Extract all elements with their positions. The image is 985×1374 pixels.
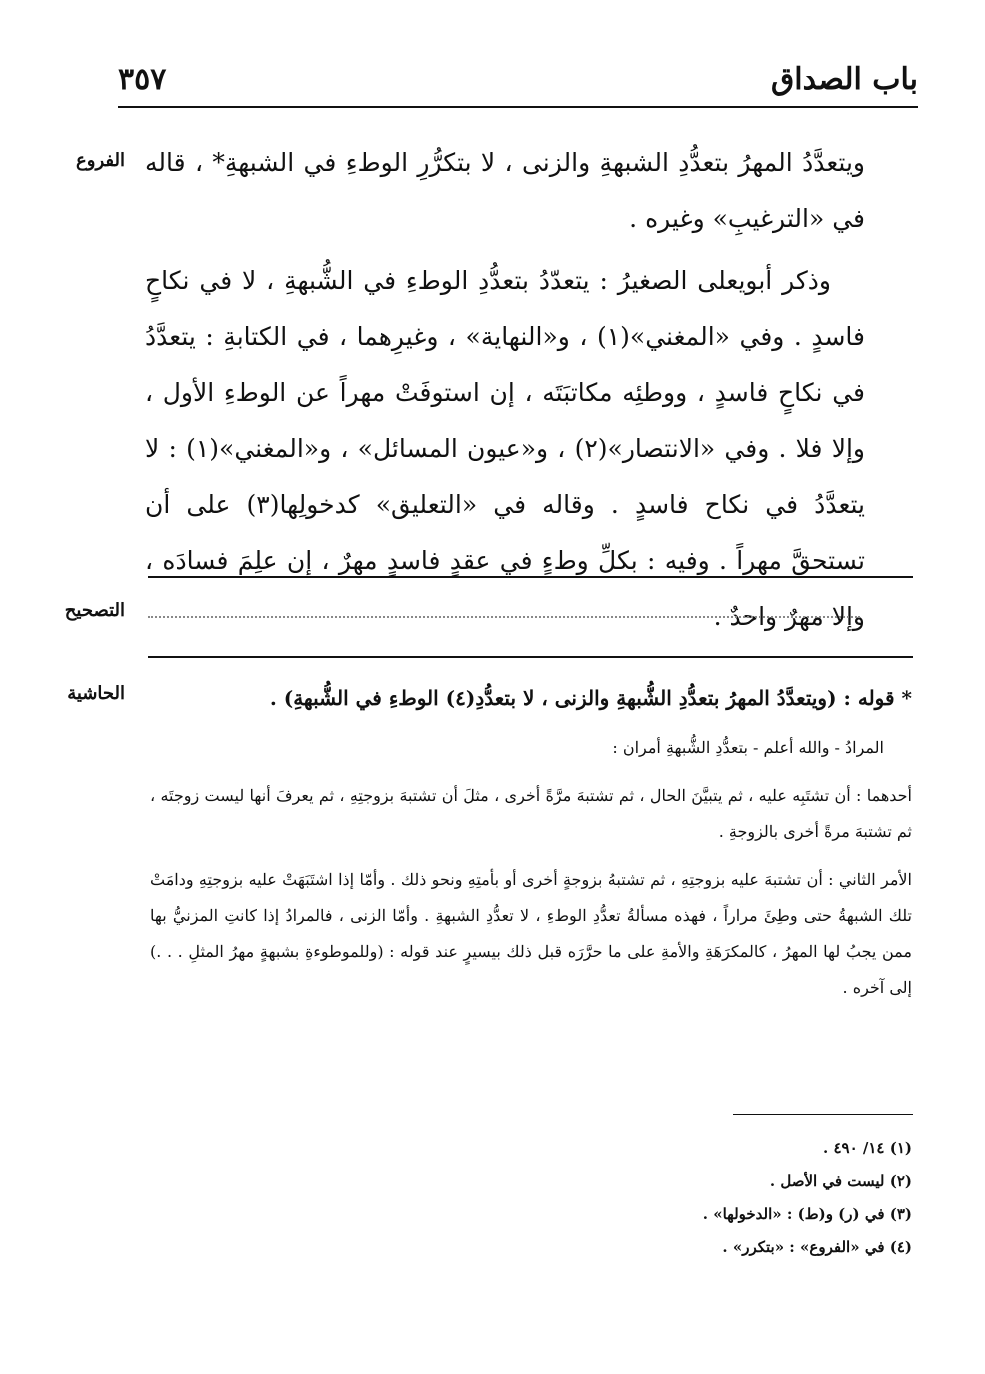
section-divider xyxy=(148,656,913,658)
side-label-furu: الفروع xyxy=(76,150,125,171)
page-header xyxy=(118,60,918,108)
footnotes xyxy=(400,1132,912,1264)
footnote: (٣) في (ر) و(ط) : «الدخولها» . xyxy=(702,1205,912,1223)
section-divider xyxy=(148,576,913,578)
footnote: (١) ١٤/ ٤٩٠ . xyxy=(823,1139,912,1157)
footnote: (٢) ليست في الأصل . xyxy=(769,1172,912,1190)
hashiya-paragraph: أحدهما : أن تشتَبِه عليه ، ثم يتبيَّنَ الحال ، ثم تشتبهَ مرَّةً أخرى ، مثلَ أن تشتبهَ بزوجتِهِ ، ثم يعرفَ أنها ليست زوجتَه ، ثم تشتبهَ مرةً أخرى بالزوجةِ . xyxy=(150,786,912,841)
main-paragraph: وذكر أبويعلى الصغيرُ : يتعدّدُ بتعدُّدِ الوطءِ في الشُّبهةِ ، لا في نكاحٍ فاسدٍ . وفي «المغني»(١) ، و«النهاية» ، وغيرِهما ، في الكتابةِ : يتعدَّدُ في نكاحٍ فاسدٍ ، ووطئِه مكاتبَتَه ، إن استوفَتْ مهراً عن الوطءِ الأول ، وإلا فلا . وفي «الانتصار»(٢) ، و«عيون المسائل» ، و«المغني»(١) : لا يتعدَّدُ في نكاح فاسدٍ . وقاله في «التعليق» كدخولِها(٣) على أن تستحقَّ مهراً . وفيه : بكلِّ وطءٍ في عقدٍ فاسدٍ مهرٌ ، إن علِمَ فسادَه ، وإلا مهرٌ واحدٌ . xyxy=(145,266,866,631)
main-text xyxy=(145,135,865,645)
running-title: باب الصداق xyxy=(770,62,918,97)
hashiya-paragraph: المرادُ - والله أعلم - بتعدُّدِ الشُّبهةِ أمران : xyxy=(612,738,884,757)
side-label-tashih: التصحيح xyxy=(64,600,125,621)
hashiya-paragraph: الأمر الثاني : أن تشتبهَ عليه بزوجتِهِ ، ثم تشتبهُ بزوجةٍ أخرى أو بأمتِهِ ونحو ذلك . وأمّا إذا اشتَبَهَتْ عليه بزوجتِهِ ودامَتْ تلك الشبهةُ حتى وطِئَ مراراً ، فهذه مسألةُ تعدُّدِ الوطءِ ، لا تعدُّدِ الشبهةِ . وأمّا الزنى ، فالمرادُ إذا كانتِ المزنيُّ بها ممن يجبُ لها المهرُ ، كالمكرَهَةِ والأمةِ على ما حرَّرَه قبل ذلك بيسيرٍ عند قوله : (وللموطوءةِ بشبهةٍ مهرُ المثلِ . . .) إلى آخره . xyxy=(150,870,912,997)
side-label-hashiya: الحاشية xyxy=(67,683,125,704)
hashiya-body xyxy=(150,730,912,1018)
footnote-divider xyxy=(733,1114,913,1115)
footnote: (٤) في «الفروع» : «بتكرر» . xyxy=(722,1238,912,1256)
tashih-dotted-line xyxy=(148,616,860,618)
hashiya-heading: * قوله : (ويتعدَّدُ المهرُ بتعدُّدِ الشُّبهةِ والزنى ، لا بتعدُّدِ(٤) الوطءِ في الشُّبهةِ) . xyxy=(269,686,912,710)
page-number: ٣٥٧ xyxy=(118,62,167,97)
main-paragraph: ويتعدَّدُ المهرُ بتعدُّدِ الشبهةِ والزنى ، لا بتكرُّرِ الوطءِ في الشبهةِ* ، قاله في «الترغيبِ» وغيره . xyxy=(145,148,865,233)
